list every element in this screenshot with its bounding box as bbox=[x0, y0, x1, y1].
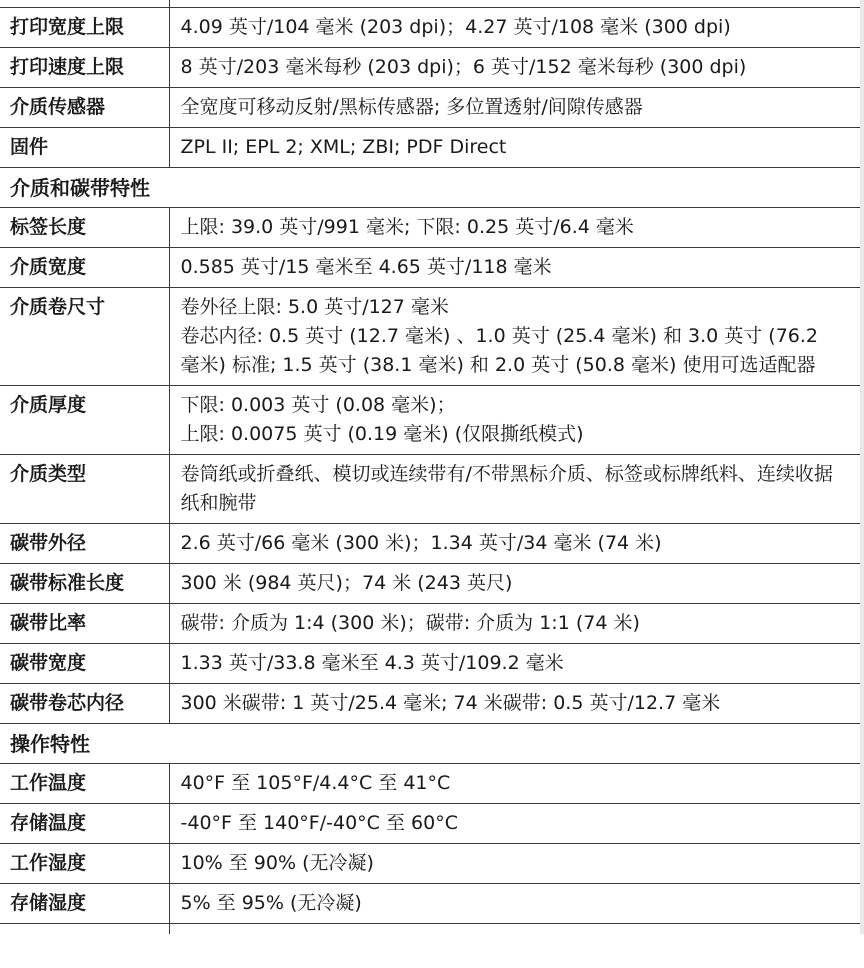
spec-value: 2.6 英寸/66 毫米 (300 米)；1.34 英寸/34 毫米 (74 米) bbox=[169, 524, 862, 564]
spec-label: 介质卷尺寸 bbox=[0, 288, 169, 386]
bottom-row-fragment bbox=[0, 924, 864, 934]
section-title: 介质和碳带特性 bbox=[0, 168, 862, 208]
table-row bbox=[0, 88, 862, 128]
table-row bbox=[0, 208, 862, 248]
table-row bbox=[0, 684, 862, 724]
spec-label: 碳带外径 bbox=[0, 524, 169, 564]
table-row bbox=[0, 8, 862, 48]
spec-label: 碳带卷芯内径 bbox=[0, 684, 169, 724]
table-row bbox=[0, 604, 862, 644]
spec-value: 8 英寸/203 毫米每秒 (203 dpi)；6 英寸/152 毫米每秒 (300 dpi) bbox=[169, 48, 862, 88]
table-row bbox=[0, 48, 862, 88]
spec-label: 存储温度 bbox=[0, 804, 169, 844]
spec-value: 1.33 英寸/33.8 毫米至 4.3 英寸/109.2 毫米 bbox=[169, 644, 862, 684]
spec-value: 0.585 英寸/15 毫米至 4.65 英寸/118 毫米 bbox=[169, 248, 862, 288]
spec-label: 打印速度上限 bbox=[0, 48, 169, 88]
spec-label: 碳带比率 bbox=[0, 604, 169, 644]
spec-value: 300 米 (984 英尺)；74 米 (243 英尺) bbox=[169, 564, 862, 604]
spec-label: 存储湿度 bbox=[0, 884, 169, 924]
spec-value: 卷外径上限: 5.0 英寸/127 毫米 卷芯内径: 0.5 英寸 (12.7 毫米) 、1.0 英寸 (25.4 毫米) 和 3.0 英寸 (76.2 毫米) 标准; 1.5 英寸 (38.1 毫米) 和 2.0 英寸 (50.8 毫米) 使用可选适配器 bbox=[169, 288, 862, 386]
spec-value: 卷筒纸或折叠纸、模切或连续带有/不带黑标介质、标签或标牌纸料、连续收据纸和腕带 bbox=[169, 455, 862, 524]
table-row bbox=[0, 764, 862, 804]
spec-value: 下限: 0.003 英寸 (0.08 毫米)； 上限: 0.0075 英寸 (0.19 毫米) (仅限撕纸模式) bbox=[169, 386, 862, 455]
spec-value: 300 米碳带: 1 英寸/25.4 毫米; 74 米碳带: 0.5 英寸/12.7 毫米 bbox=[169, 684, 862, 724]
spec-value: 碳带: 介质为 1:4 (300 米)；碳带: 介质为 1:1 (74 米) bbox=[169, 604, 862, 644]
spec-value: 10% 至 90% (无冷凝) bbox=[169, 844, 862, 884]
section-header-media bbox=[0, 168, 862, 208]
spec-value: 4.09 英寸/104 毫米 (203 dpi)；4.27 英寸/108 毫米 (300 dpi) bbox=[169, 8, 862, 48]
section-header-operating bbox=[0, 724, 862, 764]
table-row bbox=[0, 248, 862, 288]
spec-label: 介质类型 bbox=[0, 455, 169, 524]
table-row bbox=[0, 386, 862, 455]
spec-label: 介质传感器 bbox=[0, 88, 169, 128]
spec-table bbox=[0, 8, 862, 924]
spec-label: 介质宽度 bbox=[0, 248, 169, 288]
table-row bbox=[0, 884, 862, 924]
table-row bbox=[0, 455, 862, 524]
table-row bbox=[0, 128, 862, 168]
spec-label: 固件 bbox=[0, 128, 169, 168]
table-row bbox=[0, 844, 862, 884]
table-row bbox=[0, 804, 862, 844]
spec-label: 打印宽度上限 bbox=[0, 8, 169, 48]
table-row bbox=[0, 288, 862, 386]
spec-value: 5% 至 95% (无冷凝) bbox=[169, 884, 862, 924]
spec-label: 介质厚度 bbox=[0, 386, 169, 455]
table-row bbox=[0, 644, 862, 684]
spec-value: 全宽度可移动反射/黑标传感器; 多位置透射/间隙传感器 bbox=[169, 88, 862, 128]
spec-value: 上限: 39.0 英寸/991 毫米; 下限: 0.25 英寸/6.4 毫米 bbox=[169, 208, 862, 248]
spec-label: 工作温度 bbox=[0, 764, 169, 804]
table-row bbox=[0, 564, 862, 604]
spec-label: 标签长度 bbox=[0, 208, 169, 248]
spec-value: ZPL II; EPL 2; XML; ZBI; PDF Direct bbox=[169, 128, 862, 168]
spec-value: 40°F 至 105°F/4.4°C 至 41°C bbox=[169, 764, 862, 804]
top-row-fragment bbox=[0, 0, 864, 8]
spec-label: 碳带标准长度 bbox=[0, 564, 169, 604]
spec-label: 工作湿度 bbox=[0, 844, 169, 884]
table-row bbox=[0, 524, 862, 564]
spec-value: -40°F 至 140°F/-40°C 至 60°C bbox=[169, 804, 862, 844]
spec-label: 碳带宽度 bbox=[0, 644, 169, 684]
section-title: 操作特性 bbox=[0, 724, 862, 764]
